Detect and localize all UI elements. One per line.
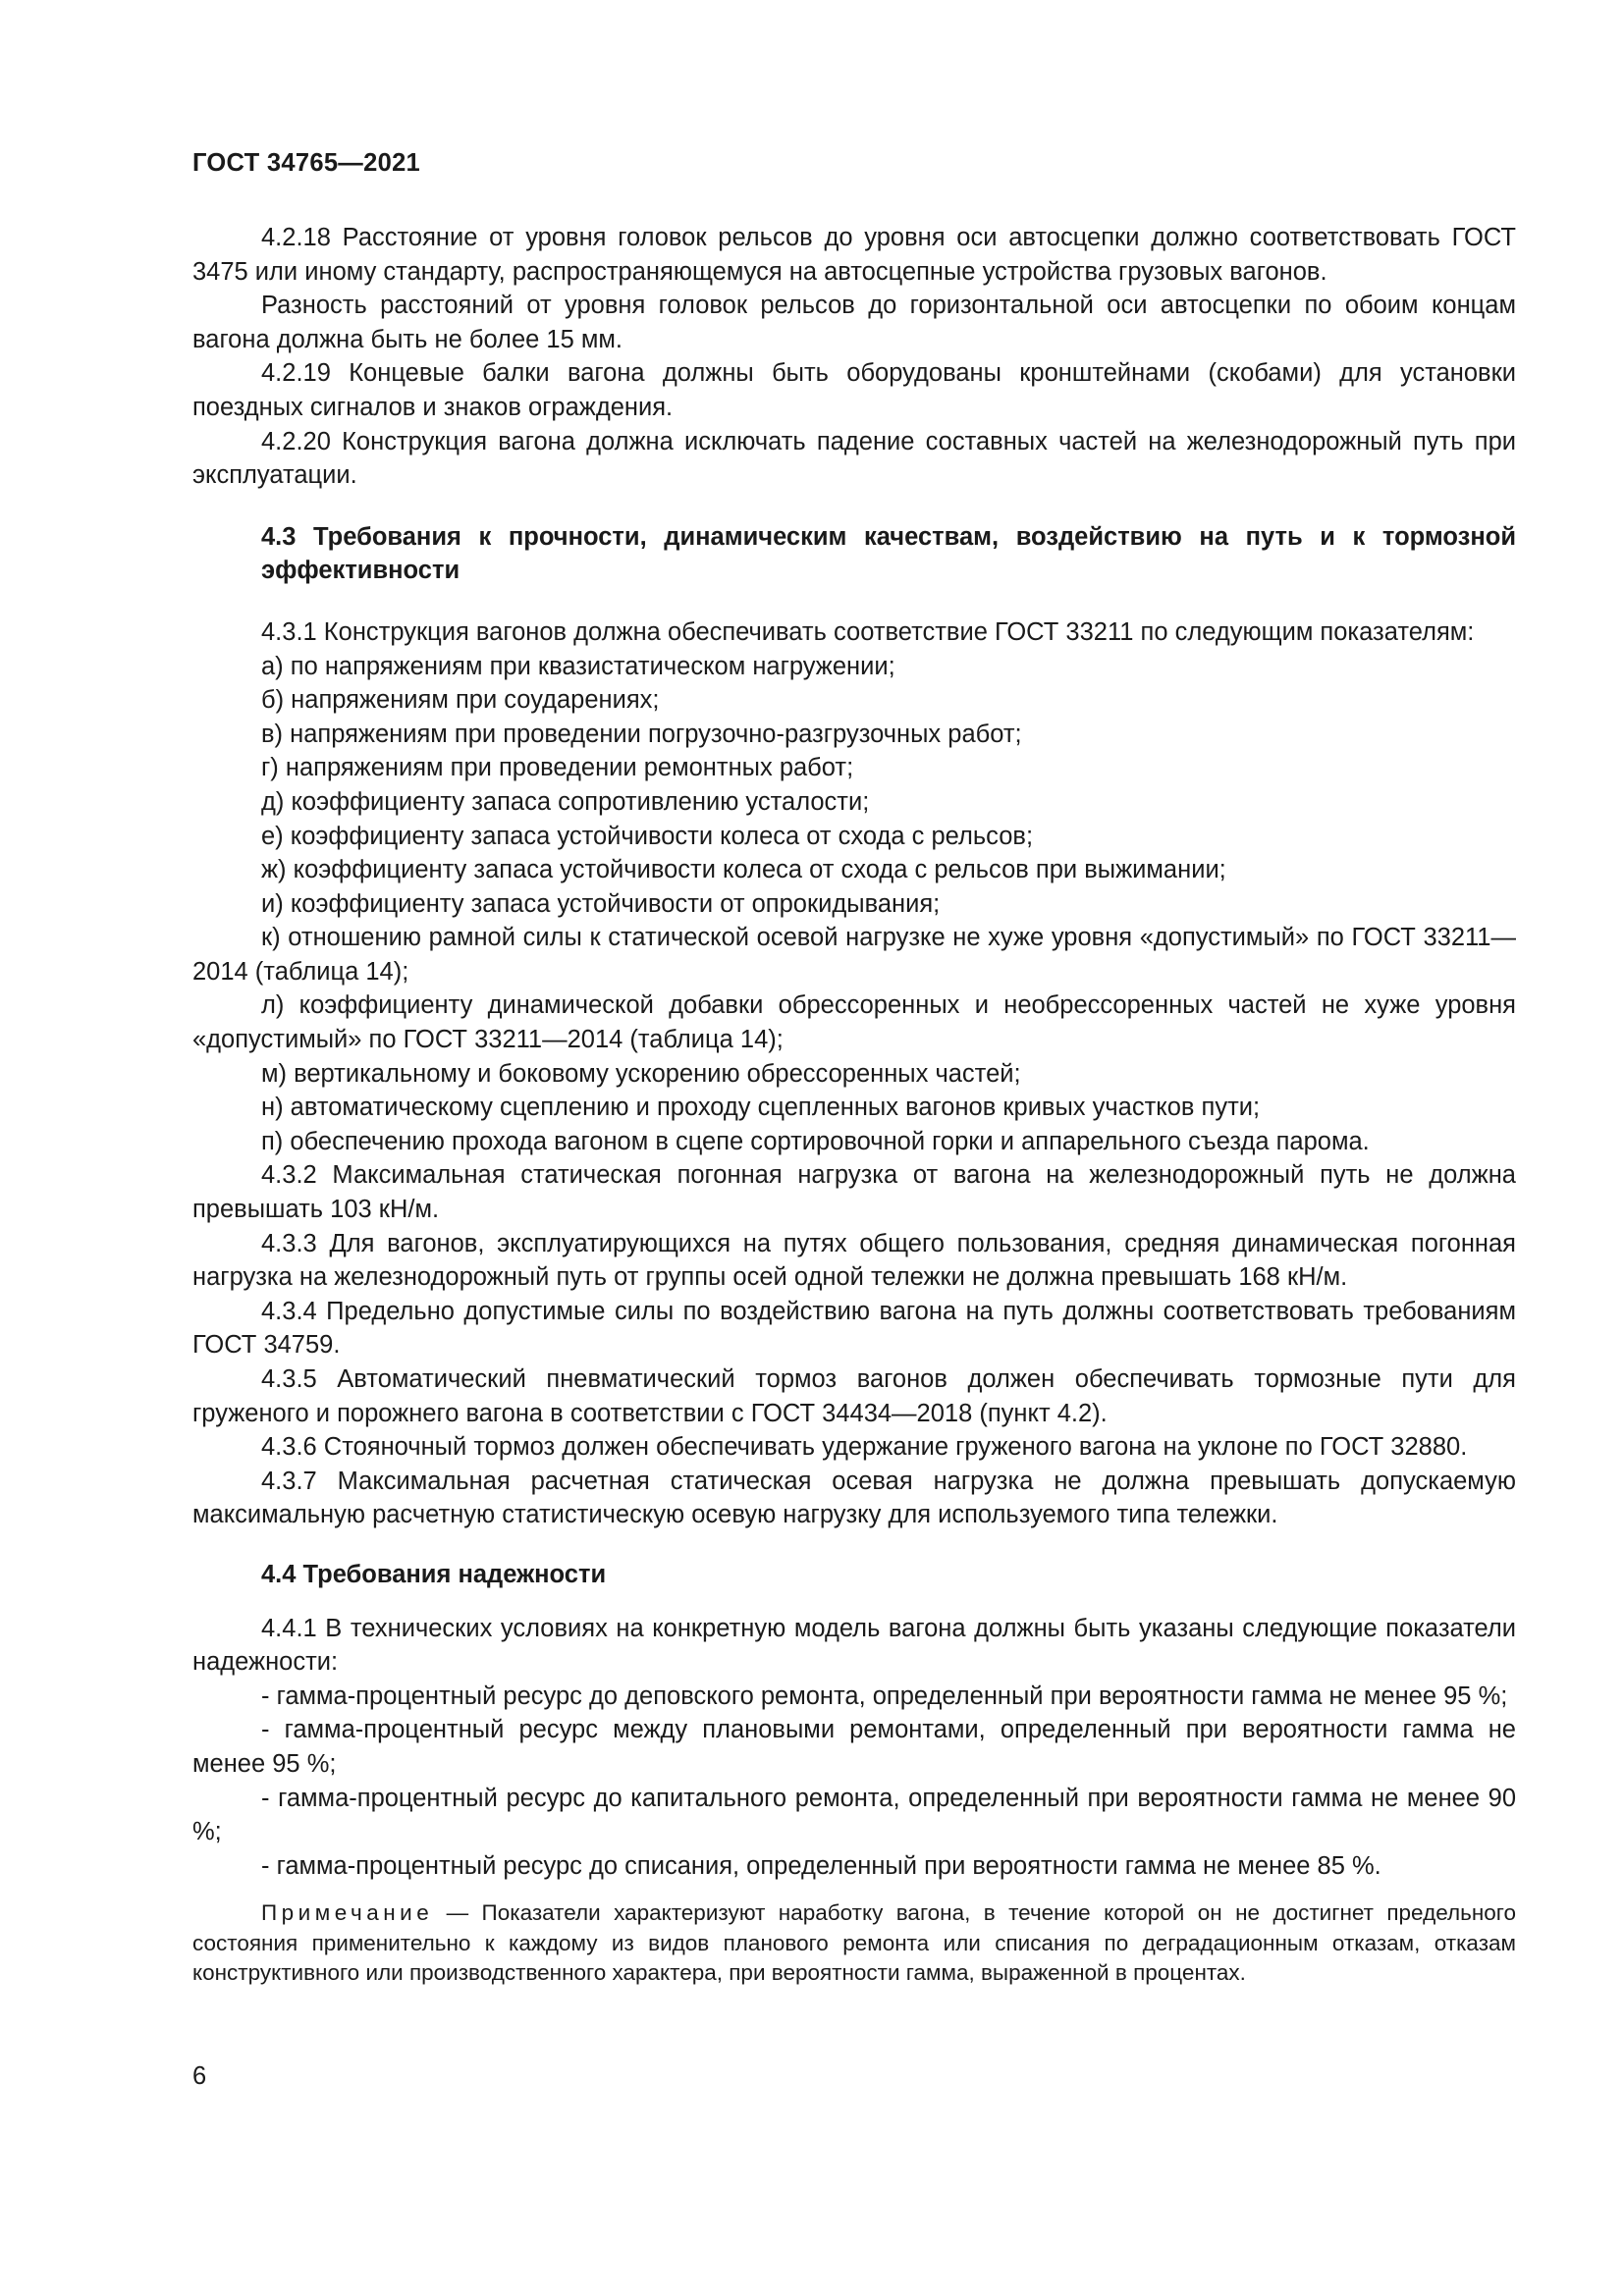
paragraph-4-4-1: 4.4.1 В технических условиях на конкретную модель вагона должны быть указаны следующие показатели надежности:	[192, 1614, 1516, 1677]
note-label: Примечание	[261, 1900, 434, 1926]
list-item-a: а) по напряжениям при квазистатическом нагружении;	[261, 652, 895, 680]
document-code-header: ГОСТ 34765—2021	[192, 149, 421, 177]
list-item-m: м) вертикальному и боковому ускорению обрессоренных частей;	[261, 1059, 1021, 1088]
paragraph-4-2-18: 4.2.18 Расстояние от уровня головок рельсов до уровня оси автосцепки должно соответствовать ГОСТ 3475 или иному стандарту, распространяющемуся на автосцепные устройства грузовых вагонов.	[192, 224, 1516, 286]
list-item-n: н) автоматическому сцеплению и проходу сцепленных вагонов кривых участков пути;	[261, 1094, 1261, 1122]
paragraph-4-3-7: 4.3.7 Максимальная расчетная статическая осевая нагрузка не должна превышать допускаемую максимальную расчетную статистическую осевую нагрузку для используемого типа тележки.	[192, 1467, 1516, 1529]
paragraph-4-3-6: 4.3.6 Стояночный тормоз должен обеспечивать удержание груженого вагона на уклоне по ГОСТ 32880.	[261, 1433, 1468, 1462]
paragraph-4-3-1: 4.3.1 Конструкция вагонов должна обеспечивать соответствие ГОСТ 33211 по следующим показателям:	[261, 617, 1475, 646]
list-item-g: г) напряжениям при проведении ремонтных работ;	[261, 754, 854, 782]
paragraph-4-3-5: 4.3.5 Автоматический пневматический тормоз вагонов должен обеспечивать тормозные пути для груженого и порожнего вагона в соответствии с ГОСТ 34434—2018 (пункт 4.2).	[192, 1365, 1516, 1427]
page-number: 6	[192, 2062, 207, 2090]
list-item-p: п) обеспечению прохода вагоном в сцепе сортировочной горки и аппарельного съезда парома.	[261, 1127, 1370, 1155]
page-content	[192, 221, 1516, 1989]
list-item-l: л) коэффициенту динамической добавки обрессоренных и необрессоренных частей не хуже уровня «допустимый» по ГОСТ 33211—2014 (таблица 14);	[192, 991, 1516, 1054]
list-item-zh: ж) коэффициенту запаса устойчивости колеса от схода с рельсов при выжимании;	[261, 856, 1226, 884]
dash-item-planned-repairs: - гамма-процентный ресурс между плановыми ремонтами, определенный при вероятности гамма не менее 95 %;	[192, 1716, 1516, 1778]
paragraph-4-3-4: 4.3.4 Предельно допустимые силы по воздействию вагона на путь должны соответствовать требованиям ГОСТ 34759.	[192, 1297, 1516, 1360]
paragraph-4-3-2: 4.3.2 Максимальная статическая погонная нагрузка от вагона на железнодорожный путь не должна превышать 103 кН/м.	[192, 1161, 1516, 1224]
list-item-e: е) коэффициенту запаса устойчивости колеса от схода с рельсов;	[261, 822, 1034, 850]
dash-item-write-off: - гамма-процентный ресурс до списания, определенный при вероятности гамма не менее 85 %.	[261, 1851, 1381, 1880]
list-item-k: к) отношению рамной силы к статической осевой нагрузке не хуже уровня «допустимый» по ГОСТ 33211—2014 (таблица 14);	[192, 924, 1516, 986]
paragraph-4-3-3: 4.3.3 Для вагонов, эксплуатирующихся на путях общего пользования, средняя динамическая погонная нагрузка на железнодорожный путь от группы осей одной тележки не должна превышать 168 кН/м.	[192, 1229, 1516, 1292]
note-paragraph	[192, 1898, 1516, 1989]
list-item-b: б) напряжениям при соударениях;	[261, 686, 660, 715]
paragraph-4-2-20: 4.2.20 Конструкция вагона должна исключать падение составных частей на железнодорожный путь при эксплуатации.	[192, 427, 1516, 490]
list-item-d: д) коэффициенту запаса сопротивлению усталости;	[261, 787, 870, 816]
dash-item-depot-repair: - гамма-процентный ресурс до деповского ремонта, определенный при вероятности гамма не менее 95 %;	[261, 1682, 1508, 1710]
paragraph-height-difference: Разность расстояний от уровня головок рельсов до горизонтальной оси автосцепки по обоим концам вагона должна быть не более 15 мм.	[192, 292, 1516, 353]
note-text: — Показатели характеризуют наработку вагона, в течение которой он не достигнет предельного состояния применительно к каждому из видов планового ремонта или списания по деградационным отказам, отказам конструктивного или производственного характера, при вероятности гамма, выраженной в процентах.	[192, 1900, 1516, 1986]
section-heading-4-3: 4.3 Требования к прочности, динамическим качествам, воздействию на путь и к тормозной эффективности	[261, 522, 1516, 585]
dash-item-capital-repair: - гамма-процентный ресурс до капитального ремонта, определенный при вероятности гамма не менее 90 %;	[192, 1784, 1516, 1846]
list-item-v: в) напряжениям при проведении погрузочно-разгрузочных работ;	[261, 720, 1022, 748]
paragraph-4-2-19: 4.2.19 Концевые балки вагона должны быть оборудованы кронштейнами (скобами) для установки поездных сигналов и знаков ограждения.	[192, 359, 1516, 421]
list-item-i: и) коэффициенту запаса устойчивости от опрокидывания;	[261, 889, 941, 918]
section-heading-4-4: 4.4 Требования надежности	[261, 1560, 607, 1588]
